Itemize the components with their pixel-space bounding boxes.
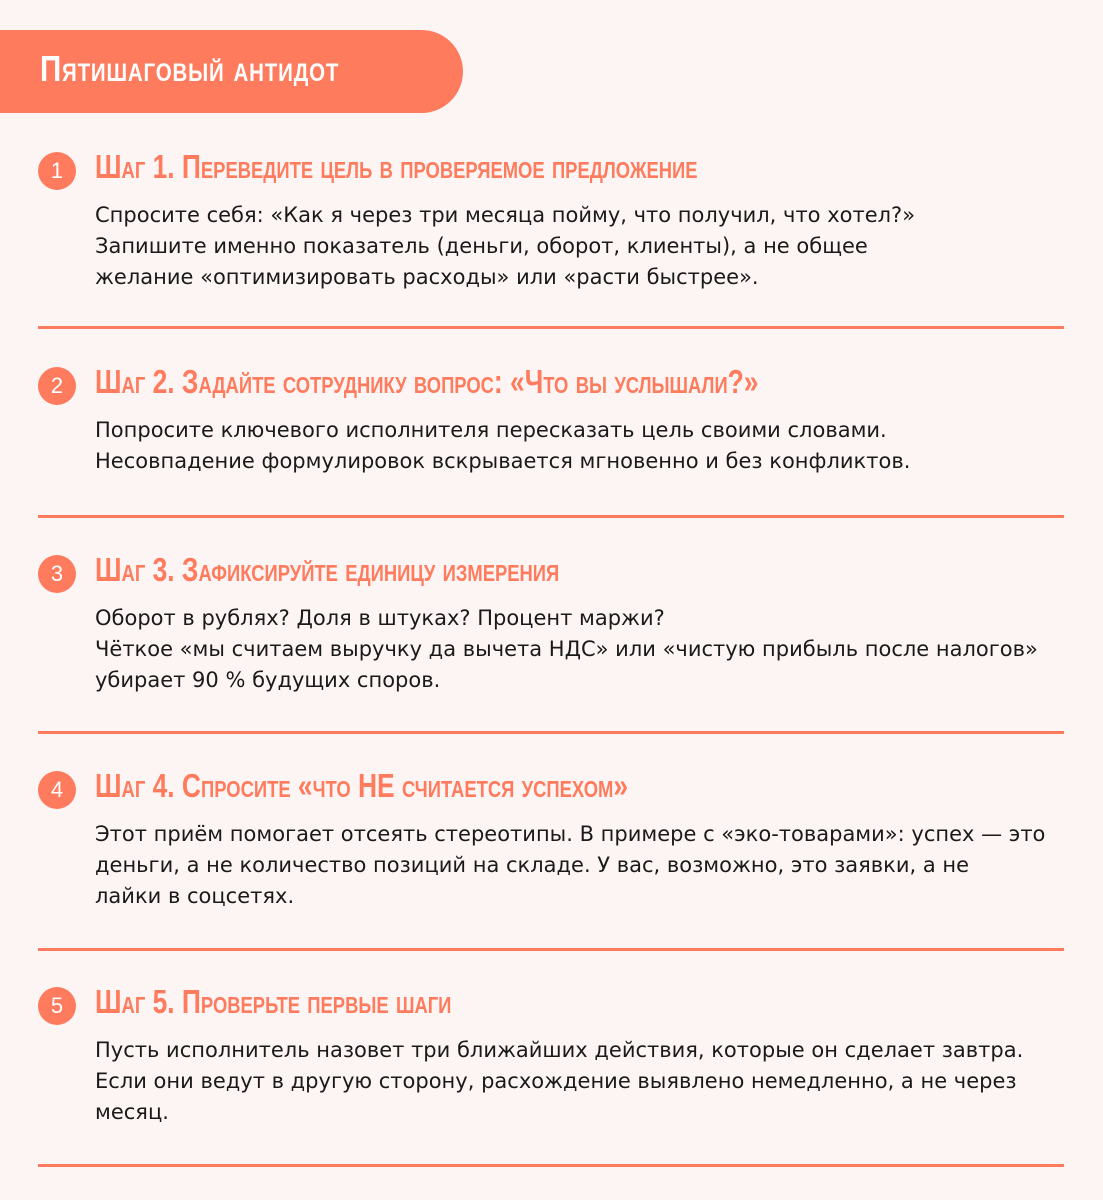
body-line: месяц. — [95, 1100, 169, 1124]
body-line: Оборот в рублях? Доля в штуках? Процент маржи? — [95, 606, 665, 630]
divider — [38, 515, 1064, 518]
body-line: деньги, а не количество позиций на складе. У вас, возможно, это заявки, а не — [95, 853, 970, 877]
body-line: убирает 90 % будущих споров. — [95, 668, 441, 692]
step-body — [95, 1035, 1075, 1128]
divider — [38, 326, 1064, 329]
step-body — [95, 415, 1075, 477]
divider — [38, 1164, 1064, 1167]
body-line: Спросите себя: «Как я через три месяца пойму, что получил, что хотел?» — [95, 203, 916, 227]
body-line: Если они ведут в другую сторону, расхождение выявлено немедленно, а не через — [95, 1069, 1017, 1093]
page-title: Пятишаговый антидот — [40, 48, 340, 89]
title-banner — [0, 30, 463, 113]
step-number-badge: 5 — [38, 987, 76, 1025]
step-title: Шаг 1. Переведите цель в проверяемое предложение — [95, 148, 698, 185]
body-line: Пусть исполнитель назовет три ближайших действия, которые он сделает завтра. — [95, 1038, 1024, 1062]
body-line: лайки в соцсетях. — [95, 884, 295, 908]
body-line: желание «оптимизировать расходы» или «расти быстрее». — [95, 265, 759, 289]
step-body — [95, 819, 1075, 912]
step-body — [95, 200, 1075, 293]
divider — [38, 948, 1064, 951]
divider — [38, 731, 1064, 734]
step-number-badge: 1 — [38, 152, 76, 190]
body-line: Несовпадение формулировок вскрывается мгновенно и без конфликтов. — [95, 449, 911, 473]
step-title: Шаг 5. Проверьте первые шаги — [95, 983, 452, 1020]
step-title: Шаг 2. Задайте сотруднику вопрос: «Что вы услышали?» — [95, 363, 759, 400]
step-title: Шаг 4. Спросите «что НЕ считается успехом» — [95, 767, 629, 804]
step-number-badge: 4 — [38, 771, 76, 809]
body-line: Запишите именно показатель (деньги, оборот, клиенты), а не общее — [95, 234, 868, 258]
body-line: Попросите ключевого исполнителя пересказать цель своими словами. — [95, 418, 887, 442]
step-body — [95, 603, 1075, 696]
step-title: Шаг 3. Зафиксируйте единицу измерения — [95, 551, 560, 588]
step-number-badge: 2 — [38, 367, 76, 405]
body-line: Этот приём помогает отсеять стереотипы. В примере с «эко-товарами»: успех — это — [95, 822, 1046, 846]
body-line: Чёткое «мы считаем выручку да вычета НДС» или «чистую прибыль после налогов» — [95, 637, 1038, 661]
step-number-badge: 3 — [38, 555, 76, 593]
